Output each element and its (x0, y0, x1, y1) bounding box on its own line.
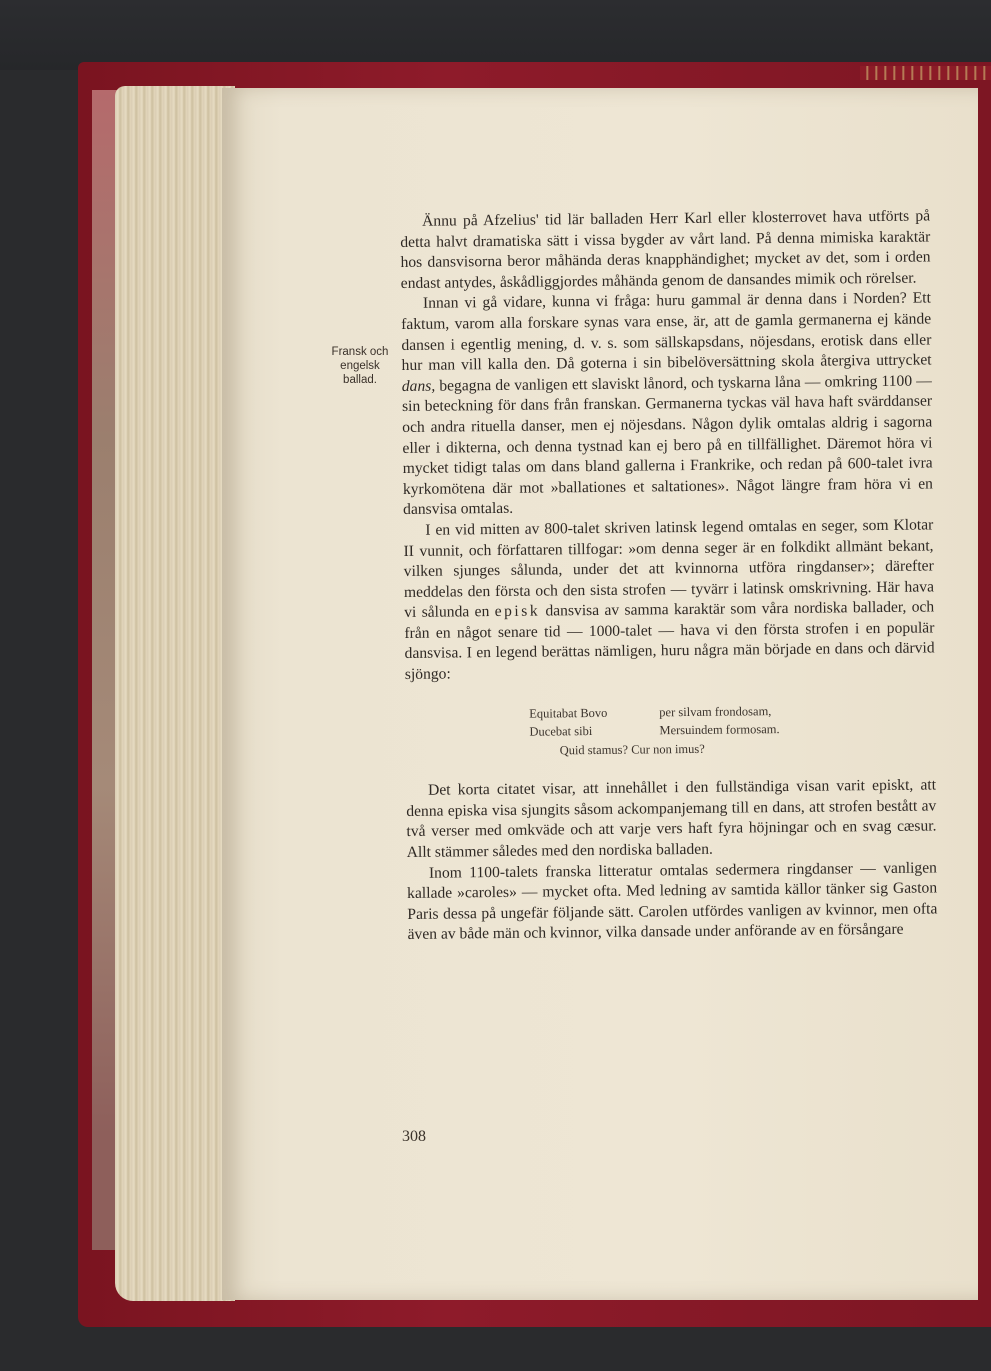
text-block (400, 206, 938, 945)
page-edges (115, 86, 235, 1301)
page-number: 308 (402, 1128, 426, 1145)
margin-note: Fransk och engelsk ballad. (331, 346, 389, 386)
spaced-word: episk (494, 602, 541, 621)
quote-line-1-a: Equitabat Bovo (529, 705, 608, 721)
paragraph-3-text: I en vid mitten av 800-talet skriven latinsk legend omtalas en seger, som Klotar II vunnit, och författaren tillfogar: »om denna seger är en folkdikt allmänt bekant, vilken sjunges sålunda, under det att kvinnorna utföra ringdanser»; därefter meddelas den första och den sista strofen — tyvärr i latinsk omskrivning. Här hava vi sålunda en (403, 516, 935, 622)
background (0, 0, 991, 70)
paragraph-3-continued: dansvisa av samma karaktär som våra nordiska ballader, och från en något senare tid — 1000-talet — hava vi den första strofen i en populär dansvisa. I en legend berättas nämligen, huru några män började en dans och därvid sjöngo: (404, 598, 935, 684)
paragraph-2 (401, 289, 933, 521)
latin-quote (405, 700, 936, 761)
paragraph-5: Inom 1100-talets franska litteratur omtalas sedermera ringdanser — vanligen kallade »caroles» — mycket ofta. Med ledning av samtida källor tänker sig Gaston Paris dessa på ungefär följande sätt. Carolen utfördes vanligen av kvinnor, men ofta även av både män och kvinnor, vilka dansade under anförande av en försångare (407, 858, 938, 944)
quote-line-1-b: per silvam frondosam, (659, 703, 772, 719)
paragraph-4: Det korta citatet visar, att innehållet i den fullständiga visan varit episkt, att denna episka visa sjungits såsom ackompanjemang till en dans, att strofen bestått av två verser med omkväde och att varje vers haft fyra höjningar och en svag cæsur. Allt stämmer således med den nordiska balladen. (406, 776, 937, 861)
quote-line-3-text: Quid stamus? Cur non imus? (559, 741, 705, 758)
paragraph-3 (403, 515, 935, 685)
italic-word: dans, (401, 377, 436, 395)
quote-line-2-a: Ducebat sibi (529, 724, 593, 739)
paragraph-2-continued: begagna de vanligen ett slaviskt lånord, och tyskarna låna — omkring 1100 — sin beteckning för dans från franskan. Germanerna tyckas väl hava haft svärddanser och andra rituella danser, men ej nöjesdans. Någon dylik omtalas aldrig i sagorna eller i dikterna, och denna tystnad kan ej bero på en tillfällighet. Däremot höra vi mycket tidigt talas om dans bland gallerna i Frankrike, och redan på 600-talet ivra kyrkomötena där mot »ballationes et saltationes». Något längre fram höra vi en dansvisa omtalas. (401, 372, 933, 519)
quote-line-3 (530, 737, 936, 760)
quote-line-2-b: Mersuindem formosam. (659, 722, 780, 738)
paragraph-2-text: Innan vi gå vidare, kunna vi fråga: huru gammal är denna dans i Norden? Ett faktum, varom alla forskare synas vara ense, är, att de gamla germanerna ej kände dansen i egentlig mening, d. v. s. som sällskapsdans, nöjesdans, erotisk dans eller hur man vill kalla den. Då goterna i sin bibelöversättning skola återgiva uttrycket (401, 289, 932, 375)
gilt-edge (860, 66, 991, 80)
paragraph-1: Ännu på Afzelius' tid lär balladen Herr Karl eller klosterrovet hava utförts på detta halvt dramatiska sätt i vissa bygder av vårt land. På denna mimiska karaktär hos dansvisorna beror måhända deras knapphändighet; mycket av det, som i orden endast antydes, åskådliggjordes måhända genom de dansandes mimik och rörelser. (400, 207, 931, 292)
